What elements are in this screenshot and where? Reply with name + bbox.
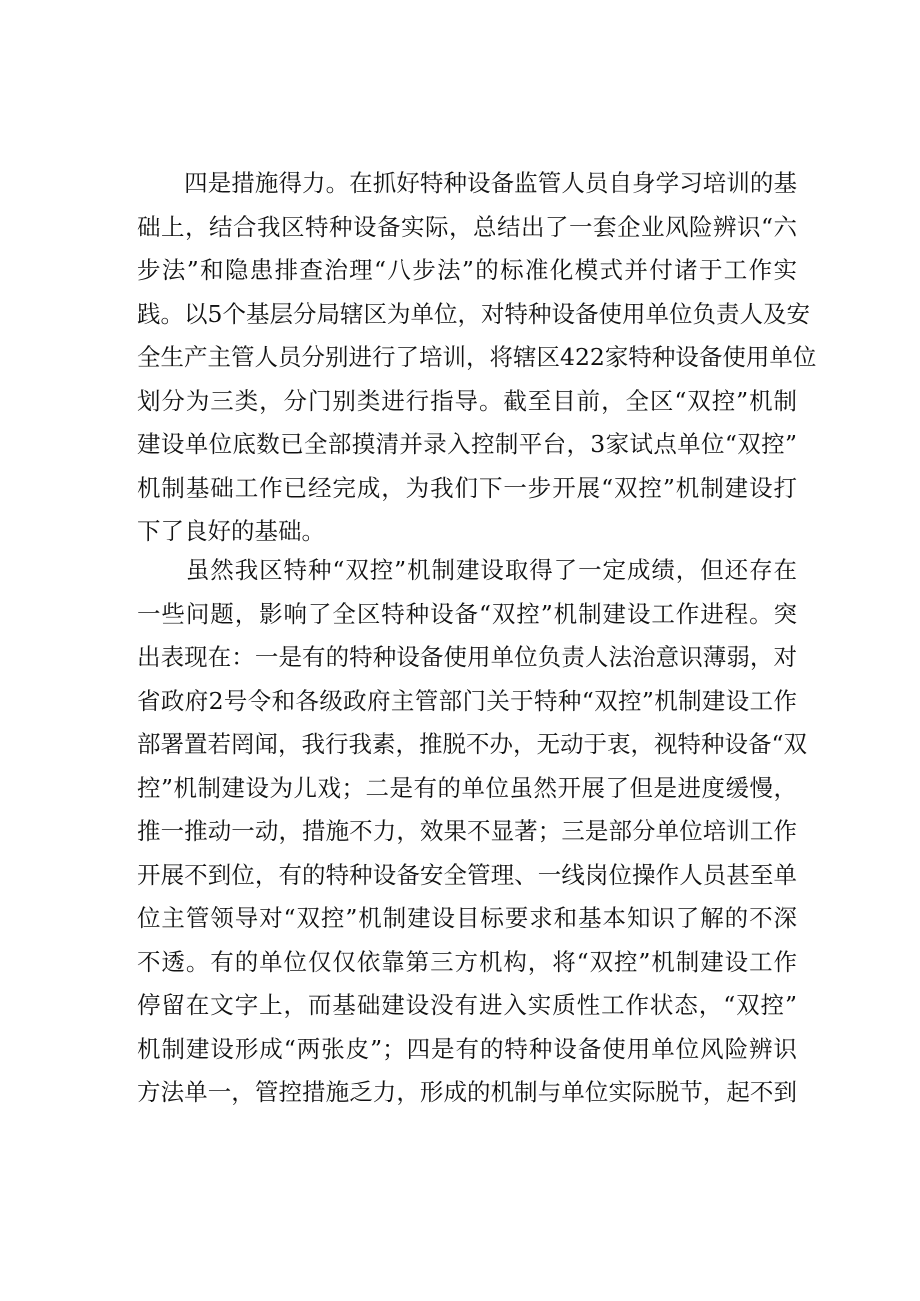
text-line: 机制建设形成“两张皮”；四是有的特种设备使用单位风险辨识 xyxy=(137,1034,797,1063)
text-line: 全生产主管人员分别进行了培训，将辖区422家特种设备使用单位 xyxy=(137,343,817,371)
text-line: 不透。有的单位仅仅依靠第三方机构，将“双控”机制建设工作 xyxy=(137,947,797,976)
text-line: 础上，结合我区特种设备实际，总结出了一套企业风险辨识“六 xyxy=(137,212,797,241)
text-line: 一些问题，影响了全区特种设备“双控”机制建设工作进程。突 xyxy=(137,599,797,628)
text-line: 下了良好的基础。 xyxy=(137,517,325,545)
text-line: 机制基础工作已经完成，为我们下一步开展“双控”机制建设打 xyxy=(137,473,797,502)
text-line: 方法单一，管控措施乏力，形成的机制与单位实际脱节，起不到 xyxy=(137,1078,797,1106)
text-line: 四是措施得力。在抓好特种设备监管人员自身学习培训的基 xyxy=(137,169,797,197)
text-line: 省政府2号令和各级政府主管部门关于特种“双控”机制建设工作 xyxy=(137,686,797,715)
text-line: 出表现在：一是有的特种设备使用单位负责人法治意识薄弱，对 xyxy=(137,643,797,671)
text-line: 践。以5个基层分局辖区为单位，对特种设备使用单位负责人及安 xyxy=(137,299,810,328)
text-line: 停留在文字上，而基础建设没有进入实质性工作状态，“双控” xyxy=(137,991,797,1019)
paragraph-measures xyxy=(137,162,817,554)
text-line: 虽然我区特种“双控”机制建设取得了一定成绩，但还存在 xyxy=(137,556,797,584)
text-line: 部署置若罔闻，我行我素，推脱不办，无动于衷，视特种设备“双 xyxy=(137,730,808,758)
text-line: 划分为三类，分门别类进行指导。截至目前，全区“双控”机制 xyxy=(137,386,797,415)
text-line: 建设单位底数已全部摸清并录入控制平台，3家试点单位“双控” xyxy=(137,430,797,458)
text-line: 推一推动一动，措施不力，效果不显著；三是部分单位培训工作 xyxy=(137,817,797,845)
text-line: 开展不到位，有的特种设备安全管理、一线岗位操作人员甚至单 xyxy=(137,860,797,889)
text-line: 步法”和隐患排查治理“八步法”的标准化模式并付诸于工作实 xyxy=(137,256,797,284)
text-line: 控”机制建设为儿戏；二是有的单位虽然开展了但是进度缓慢， xyxy=(137,773,797,802)
text-line: 位主管领导对“双控”机制建设目标要求和基本知识了解的不深 xyxy=(137,904,797,932)
paragraph-problems xyxy=(137,549,808,1115)
